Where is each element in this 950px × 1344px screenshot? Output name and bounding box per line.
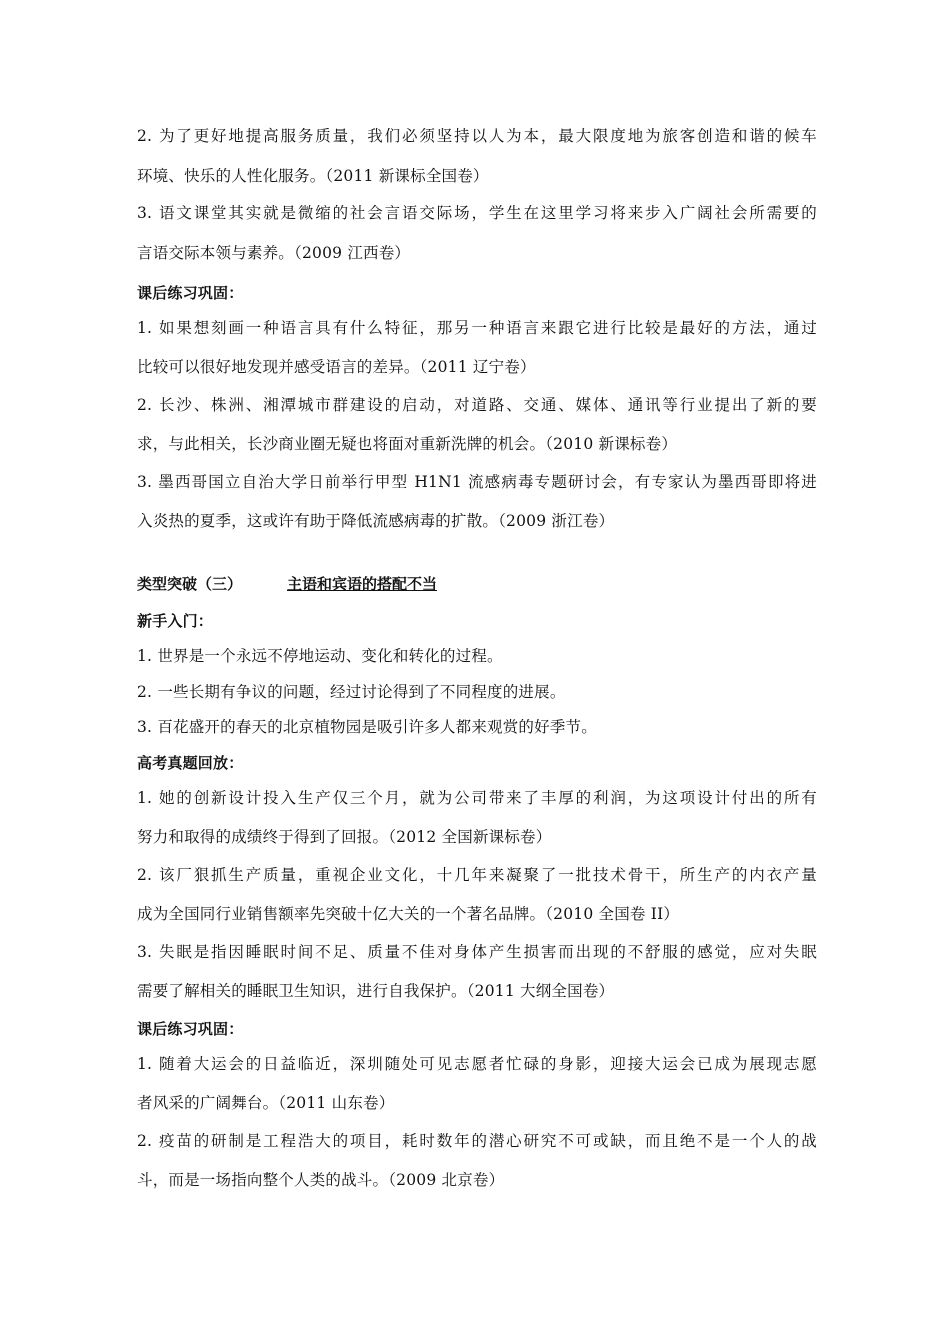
paragraph-line: 成为全国同行业销售额率先突破十亿大关的一个著名品牌。（2010 全国卷 II） <box>137 905 680 923</box>
paragraph-line: 2. 一些长期有争议的问题，经过讨论得到了不同程度的进展。 <box>137 683 566 701</box>
section-heading: 新手入门： <box>137 612 214 630</box>
section-subtitle: 主语和宾语的搭配不当 <box>287 575 438 593</box>
paragraph-line: 3. 百花盛开的春天的北京植物园是吸引许多人都来观赏的好季节。 <box>137 718 597 736</box>
paragraph-line: 者风采的广阔舞台。（2011 山东卷） <box>137 1094 395 1112</box>
paragraph-line: 2. 为了更好地提高服务质量，我们必须坚持以人为本，最大限度地为旅客创造和谐的候车 <box>137 127 817 145</box>
section-heading: 课后练习巩固： <box>137 284 244 302</box>
paragraph-line: 需要了解相关的睡眠卫生知识，进行自我保护。（2011 大纲全国卷） <box>137 982 615 1000</box>
section-title: 类型突破（三） <box>137 575 243 593</box>
paragraph-line: 3. 失眠是指因睡眠时间不足、质量不佳对身体产生损害而出现的不舒服的感觉，应对失眠 <box>137 943 817 961</box>
paragraph-line: 努力和取得的成绩终于得到了回报。（2012 全国新课标卷） <box>137 828 552 846</box>
paragraph-line: 2. 疫苗的研制是工程浩大的项目，耗时数年的潜心研究不可或缺，而且绝不是一个人的战 <box>137 1132 817 1150</box>
paragraph-line: 3. 墨西哥国立自治大学日前举行甲型 H1N1 流感病毒专题研讨会，有专家认为墨西哥即将进 <box>137 473 817 491</box>
section-heading: 课后练习巩固： <box>137 1020 244 1038</box>
paragraph-line: 1. 她的创新设计投入生产仅三个月，就为公司带来了丰厚的利润，为这项设计付出的所有 <box>137 789 817 807</box>
paragraph-line: 1. 如果想刻画一种语言具有什么特征，那另一种语言来跟它进行比较是最好的方法，通过 <box>137 319 817 337</box>
paragraph-line: 入炎热的夏季，这或许有助于降低流感病毒的扩散。（2009 浙江卷） <box>137 512 615 530</box>
paragraph-line: 2. 长沙、株洲、湘潭城市群建设的启动，对道路、交通、媒体、通讯等行业提出了新的要 <box>137 396 817 414</box>
paragraph-line: 言语交际本领与素养。（2009 江西卷） <box>137 244 411 262</box>
paragraph-line: 斗，而是一场指向整个人类的战斗。（2009 北京卷） <box>137 1171 505 1189</box>
paragraph-line: 比较可以很好地发现并感受语言的差异。（2011 辽宁卷） <box>137 358 536 376</box>
paragraph-line: 环境、快乐的人性化服务。（2011 新课标全国卷） <box>137 167 489 185</box>
paragraph-line: 1. 随着大运会的日益临近，深圳随处可见志愿者忙碌的身影，迎接大运会已成为展现志愿 <box>137 1055 817 1073</box>
paragraph-line: 3. 语文课堂其实就是微缩的社会言语交际场，学生在这里学习将来步入广阔社会所需要的 <box>137 204 817 222</box>
section-heading: 高考真题回放： <box>137 754 244 772</box>
paragraph-line: 2. 该厂狠抓生产质量，重视企业文化，十几年来凝聚了一批技术骨干，所生产的内衣产量 <box>137 866 817 884</box>
paragraph-line: 1. 世界是一个永远不停地运动、变化和转化的过程。 <box>137 647 503 665</box>
paragraph-line: 求，与此相关，长沙商业圈无疑也将面对重新洗牌的机会。（2010 新课标卷） <box>137 435 678 453</box>
